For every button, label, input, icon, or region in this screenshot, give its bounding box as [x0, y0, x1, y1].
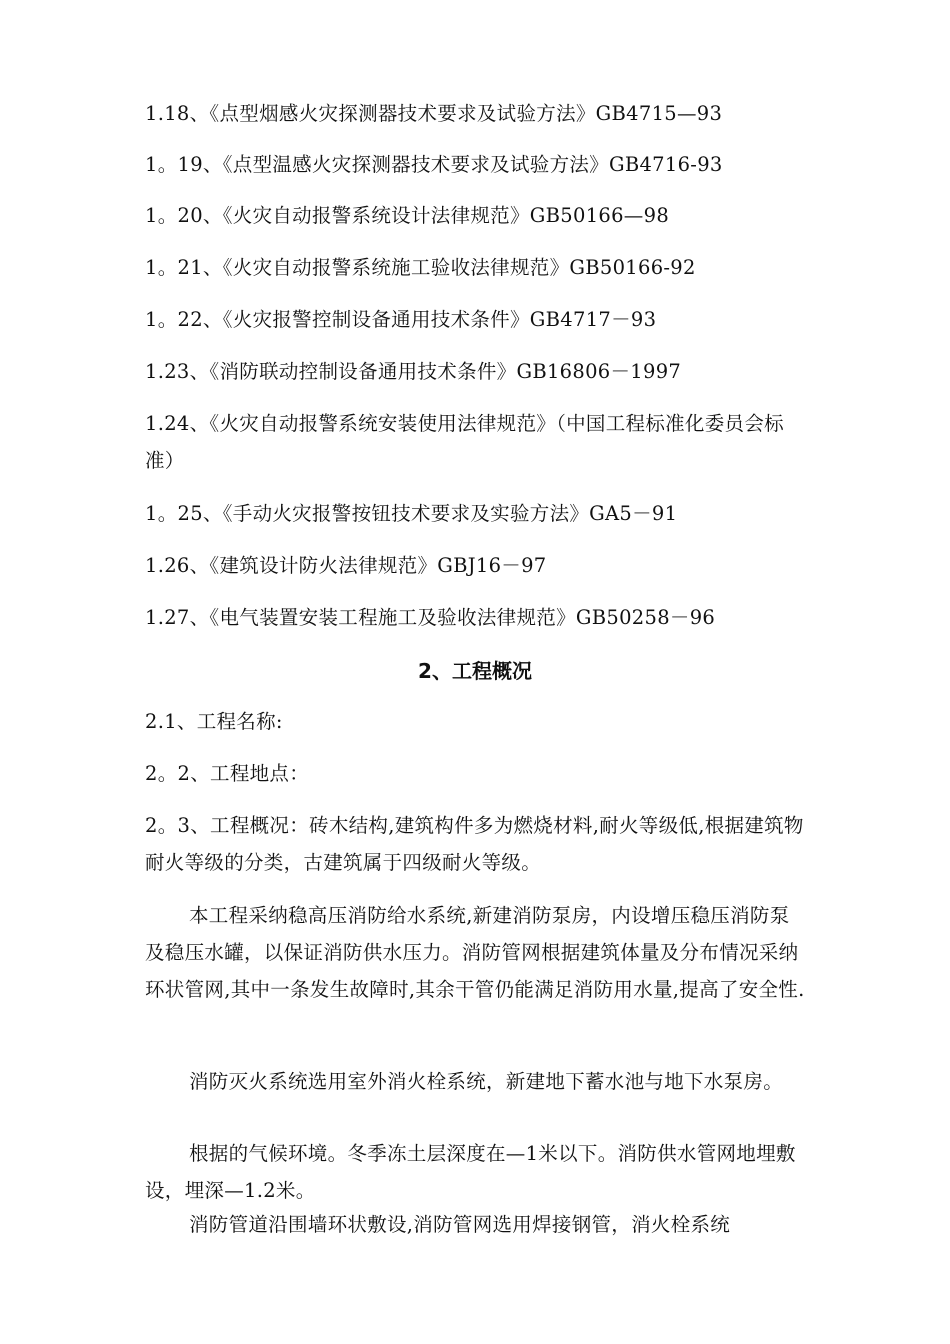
paragraph-pipeline: 消防管道沿围墙环状敷设,消防管网选用焊接钢管，消火栓系统 — [189, 1213, 731, 1236]
reference-item-1-20: 1。20、《火灾自动报警系统设计法律规范》GB50166—98 — [145, 204, 670, 227]
reference-item-1-22: 1。22、《火灾报警控制设备通用技术条件》GB4717－93 — [145, 308, 657, 331]
paragraph-water-supply: 本工程采纳稳高压消防给水系统,新建消防泵房，内设增压稳压消防泵及稳压水罐，以保证消防供水压力。消防管网根据建筑体量及分布情况采纳环状管网,其中一条发生故障时,其余干管仍能满足消防用水量,提高了安全性. — [145, 904, 805, 1001]
reference-item-1-21: 1。21、《火灾自动报警系统施工验收法律规范》GB50166-92 — [145, 256, 696, 279]
reference-item-1-23: 1.23、《消防联动控制设备通用技术条件》GB16806－1997 — [145, 360, 682, 383]
reference-item-1-25: 1。25、《手动火灾报警按钮技术要求及实验方法》GA5－91 — [145, 502, 678, 525]
reference-item-1-24: 1.24、《火灾自动报警系统安装使用法律规范》（中国工程标准化委员会标准） — [145, 412, 784, 472]
item-project-name: 2.1、工程名称: — [145, 710, 283, 733]
item-project-overview: 2。3、工程概况：砖木结构,建筑构件多为燃烧材料,耐火等级低,根据建筑物耐火等级的分类，古建筑属于四级耐火等级。 — [145, 814, 804, 874]
reference-item-1-18: 1.18、《点型烟感火灾探测器技术要求及试验方法》GB4715—93 — [145, 102, 723, 125]
item-project-location: 2。2、工程地点： — [145, 762, 310, 785]
reference-item-1-26: 1.26、《建筑设计防火法律规范》GBJ16－97 — [145, 554, 547, 577]
reference-item-1-19: 1。19、《点型温感火灾探测器技术要求及试验方法》GB4716-93 — [145, 153, 723, 176]
reference-item-1-27: 1.27、《电气装置安装工程施工及验收法律规范》GB50258－96 — [145, 606, 716, 629]
section-heading: 2、工程概况 — [418, 659, 532, 683]
paragraph-climate: 根据的气候环境。冬季冻土层深度在—1米以下。消防供水管网地埋敷设，埋深—1.2米。 — [145, 1142, 796, 1202]
paragraph-hydrant-system: 消防灭火系统选用室外消火栓系统，新建地下蓄水池与地下水泵房。 — [189, 1070, 784, 1093]
